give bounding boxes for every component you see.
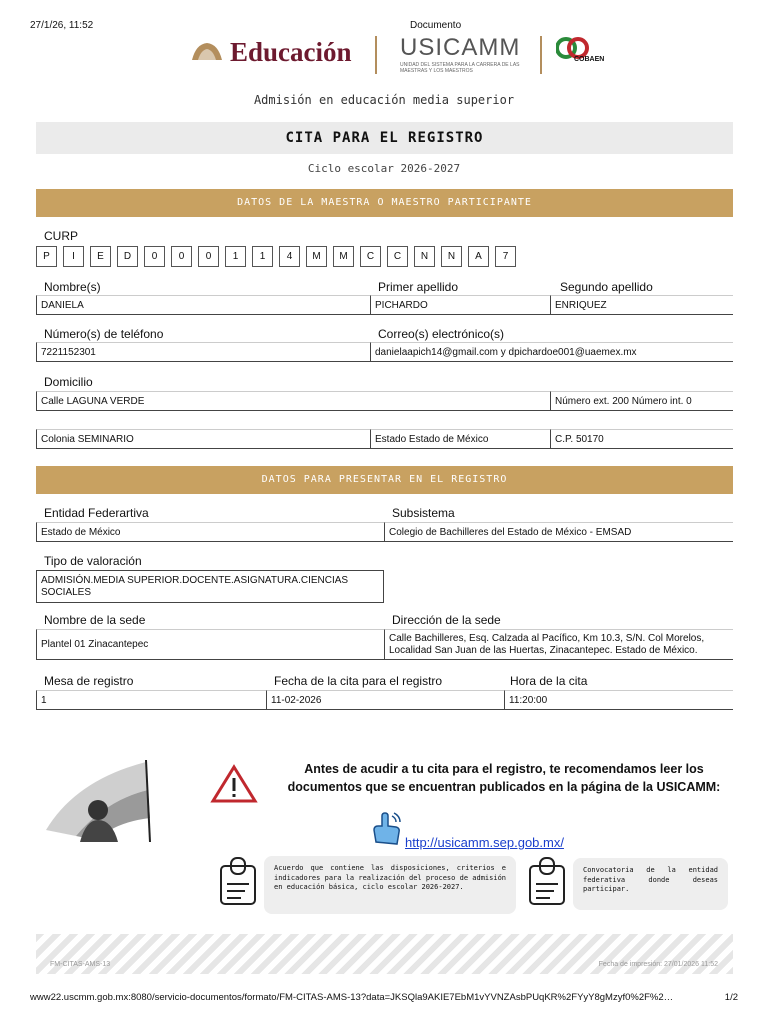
hora-cita-label: Hora de la cita [510, 674, 588, 688]
cobaen-emblem-icon [556, 34, 605, 72]
fecha-cita-label: Fecha de la cita para el registro [274, 674, 443, 688]
curp-char-box: D [117, 246, 138, 267]
page-number: 1/2 [724, 992, 738, 1003]
colonia-field: Colonia SEMINARIO [36, 429, 370, 449]
curp-char-box: N [441, 246, 462, 267]
direccion-sede-field: Calle Bachilleres, Esq. Calzada al Pacífico, Km 10.3, S/N. Col Morelos, Localidad San Juan de las Huertas, Zinacantepec. Estado de México. [384, 629, 733, 660]
primer-apellido-field: PICHARDO [370, 295, 550, 315]
print-doc-title: Documento [410, 20, 462, 31]
curp-char-box: 1 [252, 246, 273, 267]
segundo-apellido-field: ENRIQUEZ [550, 295, 733, 315]
telefono-label: Número(s) de teléfono [44, 327, 164, 341]
cp-field: C.P. 50170 [550, 429, 733, 449]
nombres-field: DANIELA [36, 295, 370, 315]
school-cycle: Ciclo escolar 2026-2027 [307, 162, 461, 175]
usicamm-wordmark: USICAMM [400, 34, 521, 61]
print-datetime: 27/1/26, 11:52 [30, 20, 94, 31]
subsistema-field: Colegio de Bachilleres del Estado de México - EMSAD [384, 522, 733, 542]
page-title: CITA PARA EL REGISTRO [36, 122, 733, 154]
print-date: Fecha de impresión: 27/01/2026 11:52 [598, 961, 718, 968]
curp-char-box: 0 [171, 246, 192, 267]
eagle-emblem-icon [190, 40, 224, 64]
correo-label: Correo(s) electrónico(s) [378, 327, 505, 341]
educacion-wordmark: Educación [230, 36, 352, 67]
curp-boxes [36, 246, 522, 267]
curp-label: CURP [44, 229, 79, 243]
logo-divider [375, 36, 377, 74]
usicamm-link[interactable]: http://usicamm.sep.gob.mx/ [405, 835, 564, 850]
mesa-label: Mesa de registro [44, 674, 134, 688]
curp-char-box: 4 [279, 246, 300, 267]
calle-field: Calle LAGUNA VERDE [36, 391, 550, 411]
document-card-convocatoria[interactable]: Convocatoria de la entidad federativa donde deseas participar. [573, 858, 728, 910]
notice-text: Antes de acudir a tu cita para el registro, te recomendamos leer los documentos que se encuentran publicados en la página de la USICAMM: [287, 762, 721, 794]
sede-label: Nombre de la sede [44, 613, 146, 627]
domicilio-label: Domicilio [44, 375, 93, 389]
entidad-label: Entidad Federartiva [44, 506, 149, 520]
estado-field: Estado Estado de México [370, 429, 550, 449]
warning-icon [210, 764, 258, 809]
logo-divider-2 [540, 36, 542, 74]
usicamm-subtitle: UNIDAD DEL SISTEMA PARA LA CARRERA DE LAS MAESTRAS Y LOS MAESTROS [400, 62, 520, 74]
usicamm-logo [400, 34, 520, 74]
print-url: www22.uscmm.gob.mx:8080/servicio-documentos/formato/FM-CITAS-AMS-13?data=JKSQla9AKIE7EbM1vYVNZAsbPUqKR%2FYyY8gMzyf0%2F%2… [30, 992, 674, 1003]
curp-char-box: P [36, 246, 57, 267]
curp-char-box: E [90, 246, 111, 267]
nombres-label: Nombre(s) [44, 280, 101, 294]
educacion-logo [190, 34, 352, 70]
curp-char-box: M [306, 246, 327, 267]
telefono-field: 7221152301 [36, 342, 370, 362]
curp-char-box: 0 [198, 246, 219, 267]
form-code: FM-CITAS-AMS-13 [50, 961, 111, 968]
section-participant-header: DATOS DE LA MAESTRA O MAESTRO PARTICIPANTE [36, 189, 733, 217]
curp-char-box: C [387, 246, 408, 267]
document-clip-icon-2 [524, 856, 572, 911]
pointing-hand-icon [370, 812, 404, 853]
correo-field: danielaapich14@gmail.com y dpichardoe001@uaemex.mx [370, 342, 733, 362]
curp-char-box: 0 [144, 246, 165, 267]
cobaen-logo [556, 34, 605, 77]
page-subtitle: Admisión en educación media superior [253, 93, 515, 107]
segundo-apellido-label: Segundo apellido [560, 280, 653, 294]
document-clip-icon-1 [215, 856, 263, 911]
document-card-acuerdo[interactable]: Acuerdo que contiene las disposiciones, criterios e indicadores para la realización del proceso de admisión en educación básica, ciclo escolar 2026-2027. [264, 856, 516, 914]
section-registro-header: DATOS PARA PRESENTAR EN EL REGISTRO [36, 466, 733, 494]
teacher-flag-illustration [36, 760, 154, 847]
fecha-cita-field: 11-02-2026 [266, 690, 504, 710]
entidad-field: Estado de México [36, 522, 384, 542]
numero-field: Número ext. 200 Número int. 0 [550, 391, 733, 411]
curp-char-box: N [414, 246, 435, 267]
decorative-footer-band [36, 934, 733, 974]
curp-char-box: C [360, 246, 381, 267]
primer-apellido-label: Primer apellido [378, 280, 459, 294]
curp-char-box: 7 [495, 246, 516, 267]
curp-char-box: A [468, 246, 489, 267]
direccion-sede-label: Dirección de la sede [392, 613, 501, 627]
subsistema-label: Subsistema [392, 506, 455, 520]
curp-char-box: M [333, 246, 354, 267]
tipo-valoracion-field: ADMISIÓN.MEDIA SUPERIOR.DOCENTE.ASIGNATURA.CIENCIAS SOCIALES [36, 570, 384, 603]
curp-char-box: I [63, 246, 84, 267]
curp-char-box: 1 [225, 246, 246, 267]
hora-cita-field: 11:20:00 [504, 690, 733, 710]
sede-field: Plantel 01 Zinacantepec [36, 629, 384, 660]
tipo-valoracion-label: Tipo de valoración [44, 554, 142, 568]
cobaen-wordmark: COBAEN [574, 56, 605, 63]
mesa-field: 1 [36, 690, 266, 710]
